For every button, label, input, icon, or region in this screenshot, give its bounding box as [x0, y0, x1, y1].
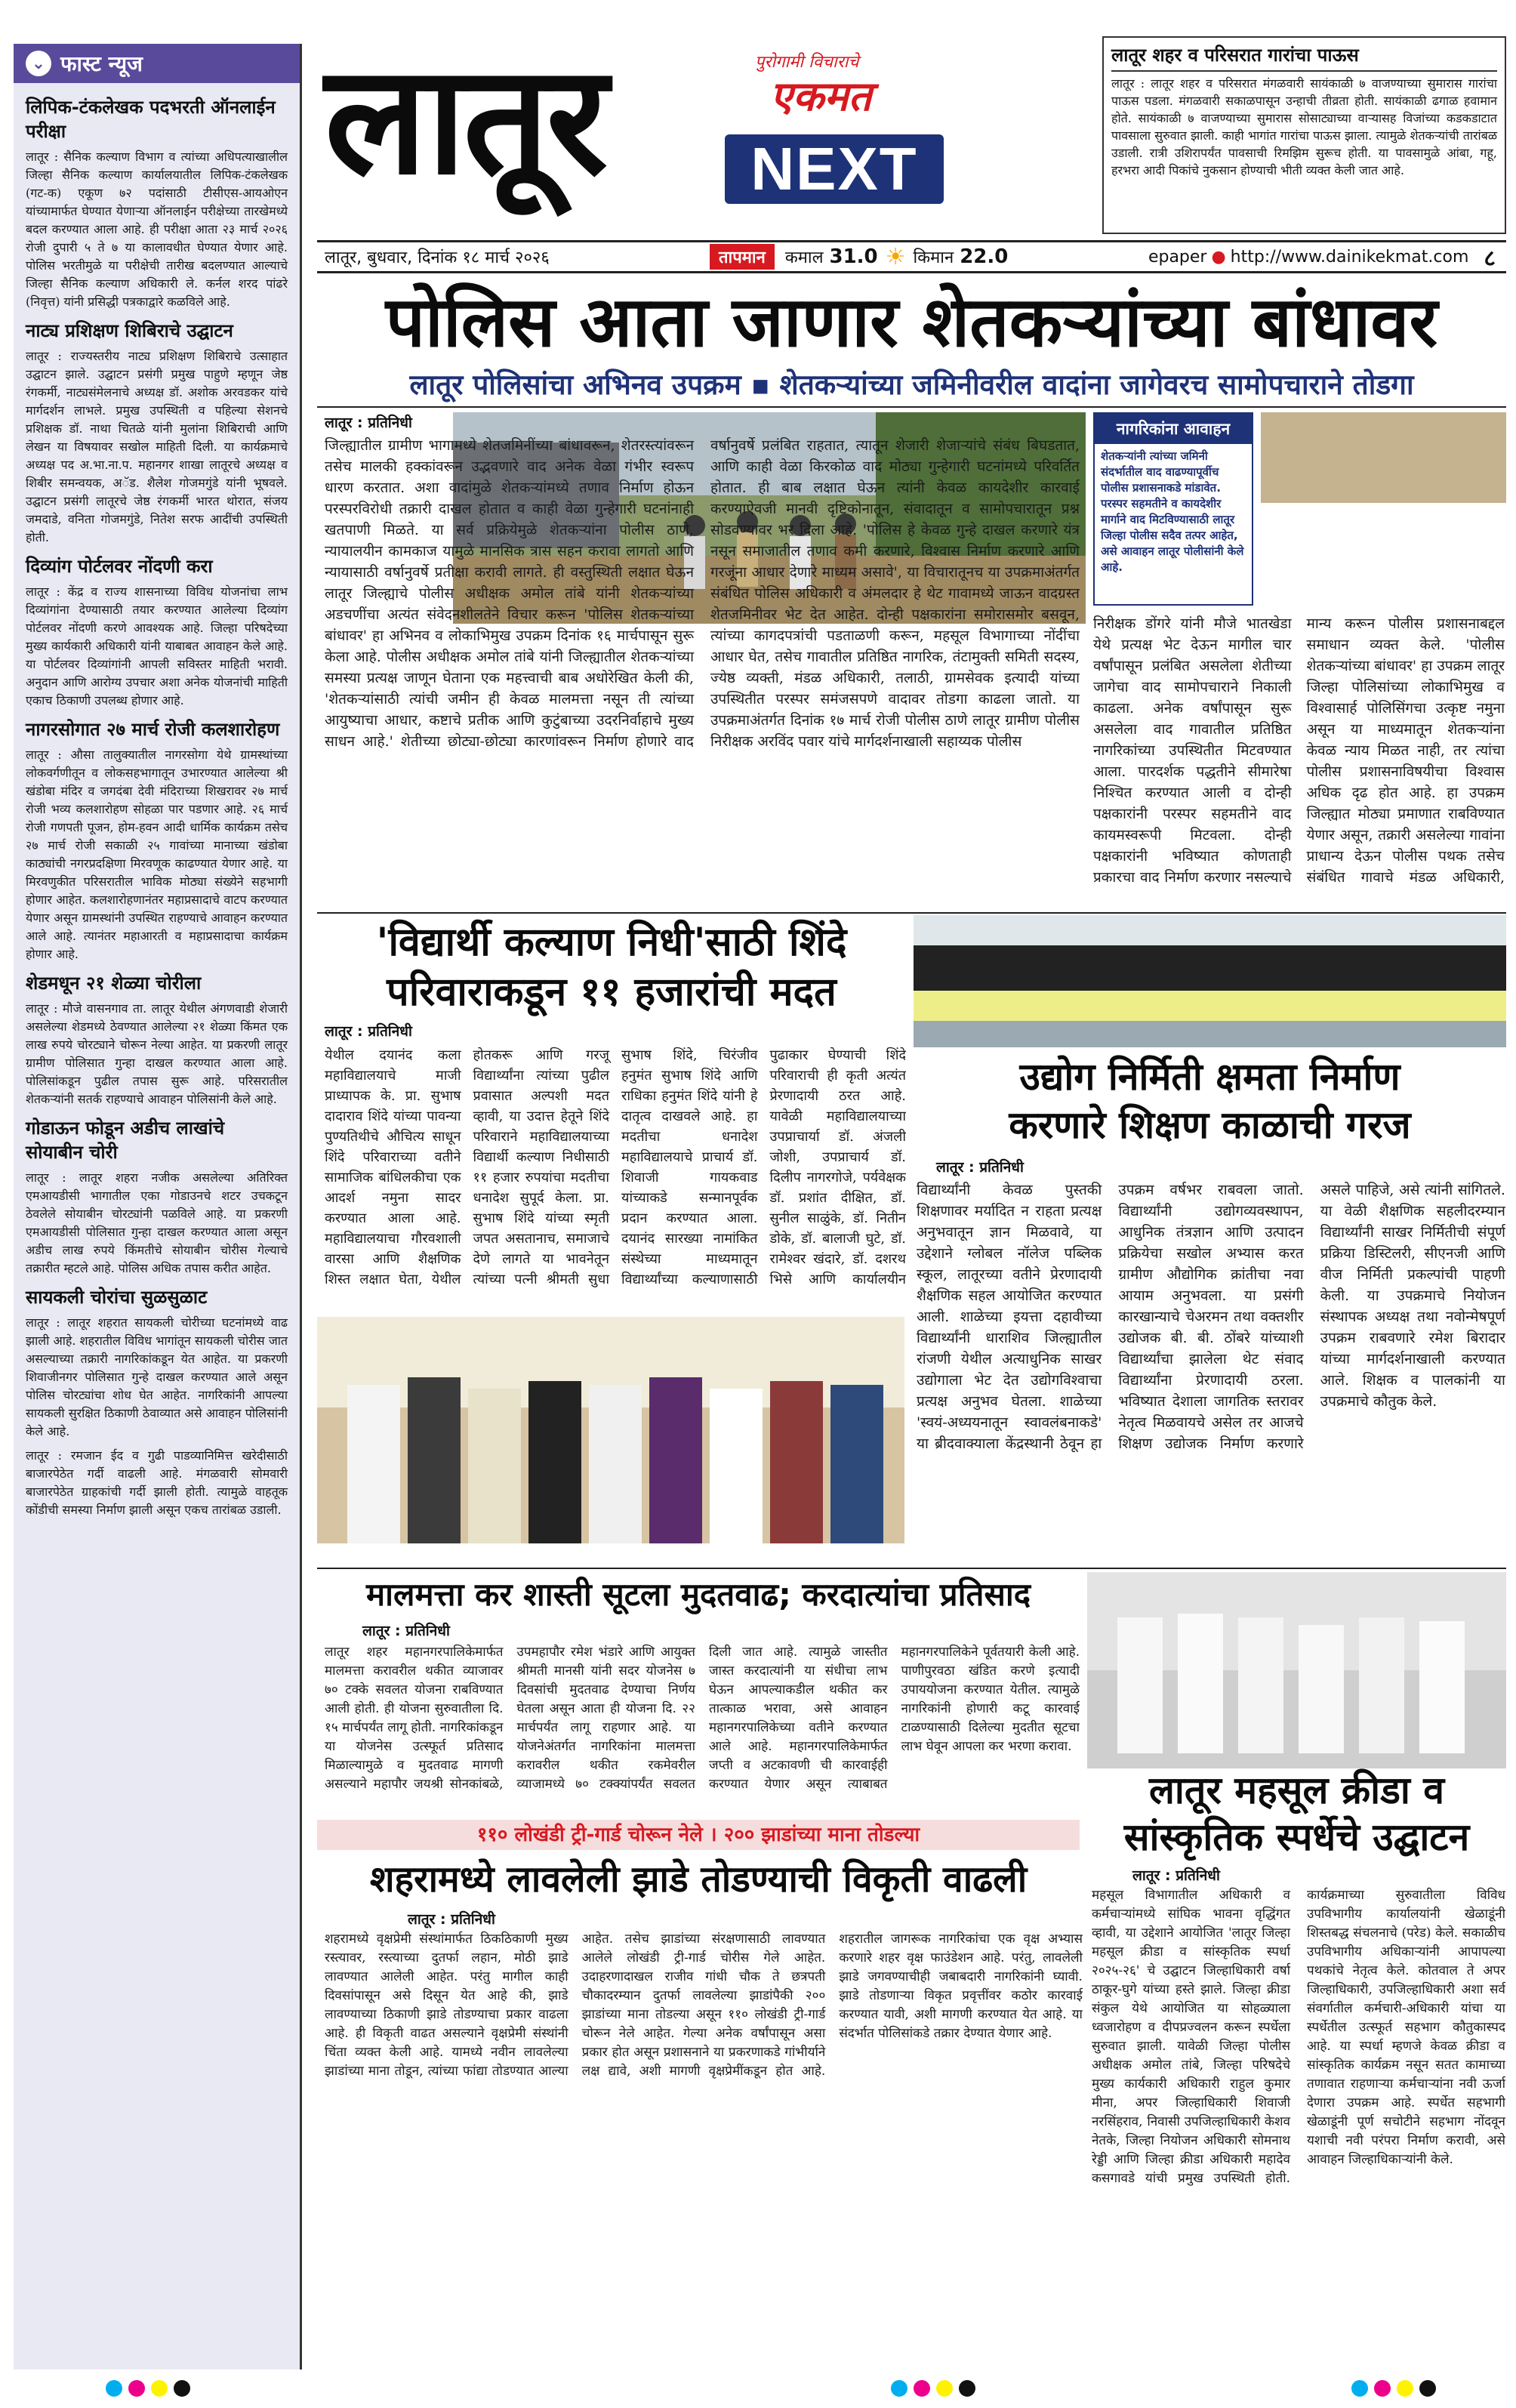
- sidebar-item-text: लातूर : औसा तालुक्यातील नागरसोगा येथे ग्रामस्थांच्या लोकवर्गणीतून व लोकसहभागातून उभारण्यात आलेल्या श्री खंडोबा मंदिर व जगदंबा देवी मंदिराच्या शिखरावर २७ मार्च रोजी भव्य कलशारोहण सोहळा पार पडणार आहे. २६ मार्च रोजी गणपती पूजन, होम-हवन आदी धार्मिक कार्यक्रम तसेच २७ मार्च रोजी सकाळी २५ गावांच्या मानाच्या खंडोबा काठ्यांची नगरप्रदक्षिणा मिरवणूक काढण्यात येणार आहे. या मिरवणुकीत परिसरातील भाविक मोठ्या संख्येने सहभागी होणार आहेत. कलशारोहणानंतर महाप्रसादाचे वाटप करण्यात येणार असून ग्रामस्थांनी उपस्थित राहण्याचे आवाहन करण्यात आले आहे. त्यानंतर महाआरती व महाप्रसादाचा कार्यक्रम होणार आहे.: [26, 748, 288, 961]
- reg-cyan: [106, 2380, 122, 2397]
- reg-black: [959, 2380, 975, 2397]
- masthead: [317, 32, 1087, 234]
- industry-headline-2: करणारे शिक्षण काळाची गरज: [1009, 1103, 1411, 1147]
- masthead-title: लातूर: [325, 32, 605, 208]
- sports-headline-2: सांस्कृतिक स्पर्धेचे उद्घाटन: [1123, 1815, 1470, 1859]
- sidebar-item-text: लातूर : लातूर शहरात सायकली चोरीच्या घटनांमध्ये वाढ झाली आहे. शहरातील विविध भागांतून सायकली चोरीस जात असल्याच्या तक्रारी नागरिकांकडून येत आहेत. या प्रकरणी शिवाजीनगर पोलिसात गुन्हे दाखल करण्यात आले असून पोलिस चोरट्यांचा शोध घेत आहेत. नागरिकांनी आपल्या सायकली सुरक्षित ठिकाणी ठेवाव्यात असे आवाहन पोलिसांनी केले आहे.: [26, 1315, 288, 1438]
- reg-black: [1419, 2380, 1436, 2397]
- scholarship-photo-art: [317, 1317, 904, 1543]
- globe-icon: ●: [1211, 247, 1226, 267]
- epaper-label: epaper: [1148, 247, 1207, 267]
- lead-photo-2: [1261, 412, 1506, 503]
- reg-cyan: [1351, 2380, 1368, 2397]
- appeal-text: शेतकऱ्यांनी त्यांच्या जमिनी संदर्भातील वाद वाढण्यापूर्वीच पोलीस प्रशासनाकडे मांडावेत. परस्पर सहमतीने व कायदेशीर मार्गाने वाद मिटविण्यासाठी लातूर जिल्हा पोलीस सदैव तत्पर आहेत, असे आवाहन लातूर पोलीसांनी केले आहे.: [1101, 449, 1244, 574]
- trees-body: शहरामध्ये वृक्षप्रेमी संस्थांमार्फत ठिकठिकाणी मुख्य रस्त्यावर, रस्त्याच्या दुतर्फा लहान, मोठी झाडे लावण्यात आलेली आहेत. परंतु मागील काही दिवसांपासून असे दिसून येत आहे की, झाडे लावण्याच्या ठिकाणी झाडे तोडण्याचा प्रकार वाढला आहे. ही विकृती वाढत असल्याने वृक्षप्रेमी संस्थांनी चिंता व्यक्त केली आहे. यामध्ये नवीन लावलेल्या झाडांच्या माना तोडून, त्यांच्या फांद्या तोडण्यात आल्या आहेत. तसेच झाडांच्या संरक्षणासाठी लावण्यात आलेले लोखंडी ट्री-गार्ड चोरीस गेले आहेत. उदाहरणादाखल राजीव गांधी चौक ते छत्रपती चौकादरम्यान दुतर्फा लावलेल्या झाडांपैकी २०० झाडांच्या माना तोडल्या असून ११० लोखंडी ट्री-गार्ड चोरून नेले आहेत. गेल्या अनेक वर्षांपासून असा प्रकार होत असून प्रशासनाने या प्रकरणाकडे गांभीर्याने लक्ष द्यावे, अशी मागणी वृक्षप्रेमींकडून होत आहे. शहरातील जागरूक नागरिकांचा एक वृक्ष अभ्यास करणारे शहर वृक्ष फाउंडेशन आहे. परंतु, लावलेली झाडे जगवण्याचीही जबाबदारी नागरिकांनी घ्यावी. झाडे तोडणाऱ्या विकृत प्रवृत्तींवर कठोर कारवाई करण्यात यावी, अशी मागणी करण्यात येत आहे. या संदर्भात पोलिसांकडे तक्रार देण्यात येणार आहे.: [325, 1932, 1083, 2079]
- reg-magenta: [128, 2380, 145, 2397]
- rain-headline: लातूर शहर व परिसरात गारांचा पाऊस: [1111, 42, 1497, 72]
- appeal-head: नागरिकांना आवाहन: [1095, 414, 1252, 444]
- sun-icon: ☀: [885, 243, 906, 270]
- sidebar-item-head: सायकली चोरांचा सुळसुळाट: [26, 1287, 208, 1308]
- industry-body: विद्यार्थ्यांनी केवळ पुस्तकी शिक्षणावर मर्यादित न राहता प्रत्यक्ष अनुभवातून ज्ञान मिळवावे, या उद्देशाने ग्लोबल नॉलेज पब्लिक स्कूल, लातूरच्या वतीने प्रेरणादायी शैक्षणिक सहल आयोजित करण्यात आली. शाळेच्या इयत्ता दहावीच्या विद्यार्थ्यांनी धाराशिव जिल्ह्यातील रांजणी येथील अत्याधुनिक साखर उद्योगाला भेट देत उद्योगविश्वाचा प्रत्यक्ष अनुभव घेतला. शाळेच्या 'स्वयं-अध्ययनातून स्वावलंबनाकडे' या ब्रीदवाक्याला केंद्रस्थानी ठेवून हा उपक्रम वर्षभर राबवला जातो. विद्यार्थ्यांनी उद्योगव्यवस्थापन, आधुनिक तंत्रज्ञान आणि उत्पादन प्रक्रियेचा सखोल अभ्यास करत ग्रामीण औद्योगिक क्रांतीचा नवा आयाम अनुभवला. या प्रसंगी कारखान्याचे चेअरमन तथा वक्तशीर उद्योजक बी. बी. ठोंबरे यांच्याशी विद्यार्थ्यांचा झालेला थेट संवाद विद्यार्थ्यांना प्रेरणादायी ठरला. भविष्यात देशाला जागतिक स्तरावर नेतृत्व मिळवायचे असेल तर आजचे शिक्षण उद्योजक निर्माण करणारे असले पाहिजे, असे त्यांनी सांगितले. या वेळी शैक्षणिक सहलीदरम्यान विद्यार्थ्यांनी साखर निर्मितीची संपूर्ण प्रक्रिया डिस्टिलरी, सीएनजी आणि वीज निर्मिती प्रकल्पांची पाहणी केली. या उपक्रमाचे नियोजन संस्थापक अध्यक्ष तथा नवोन्मेषपूर्ण उपक्रम राबवणारे रमेश बिरादार यांच्या मार्गदर्शनाखाली करण्यात आले. शिक्षक व पालकांनी या उपक्रमाचे कौतुक केले.: [917, 1182, 1505, 1452]
- brand-logo: एकमत: [770, 72, 872, 120]
- appeal-box: [1093, 412, 1253, 606]
- lead-headline: पोलिस आता जाणार शेतकऱ्यांच्या बांधावर: [385, 282, 1438, 362]
- chevron-down-icon: ⌄: [26, 51, 51, 76]
- date-bar: [317, 240, 1506, 273]
- next-label: NEXT: [750, 135, 918, 202]
- tax-byline: लातूर : प्रतिनिधी: [362, 1623, 450, 1639]
- lead-rule: [317, 406, 1506, 408]
- website-link[interactable]: http://www.dainikekmat.com: [1230, 247, 1469, 267]
- min-label: किमान: [913, 248, 954, 267]
- min-temp: 22.0: [960, 245, 1009, 268]
- sidebar-item-text: लातूर : राज्यस्तरीय नाट्य प्रशिक्षण शिबिराचे उत्साहात उद्घाटन झाले. उद्घाटन प्रसंगी प्रमुख पाहुणे म्हणून जेष्ठ रंगकर्मी, नाट्यसंमेलनाचे अध्यक्ष डॉ. अशोक अरवडकर यांचे मार्गदर्शन लाभले. प्रमुख उपस्थिती व पहिल्या सेशनचे प्रशिक्षक डॉ. नाथा चितळे यांनी मुलांना शिबिराची आणि लेखन या विषयावर सखोल माहिती दिली. या कार्यक्रमाचे अध्यक्ष पद अ.भा.ना.प. महानगर शाखा लातूरचे अध्यक्ष व शिबीर समन्वयक, अॅड. शैलेश गोजमगुंडे यांनी भूषवले. उद्घाटन प्रसंगी लातूरचे जेष्ठ रंगकर्मी भारत थोरात, संजय जमदाडे, वनिता गोजमगुंडे, नितेश सरफ आदींची उपस्थिती होती.: [26, 349, 288, 544]
- sports-body: महसूल विभागातील अधिकारी व कर्मचाऱ्यांमध्ये सांघिक भावना वृद्धिंगत व्हावी, या उद्देशाने आयोजित 'लातूर जिल्हा महसूल क्रीडा व सांस्कृतिक स्पर्धा २०२५-२६' चे उद्घाटन जिल्हाधिकारी वर्षा ठाकूर-घुगे यांच्या हस्ते झाले. जिल्हा क्रीडा संकुल येथे आयोजित या सोहळ्याला ध्वजारोहण व दीपप्रज्वलन करून स्पर्धेला सुरुवात झाली. यावेळी जिल्हा पोलीस अधीक्षक अमोल तांबे, जिल्हा परिषदेचे मुख्य कार्यकारी अधिकारी राहुल कुमार मीना, अपर जिल्हाधिकारी शिवाजी नरसिंहराव, निवासी उपजिल्हाधिकारी केशव नेतके, जिल्हा नियोजन अधिकारी सोमनाथ रेड्डी आणि जिल्हा क्रीडा अधिकारी महादेव कसगावडे यांची प्रमुख उपस्थिती होती. कार्यक्रमाच्या सुरुवातीला विविध उपविभागीय कार्यालयांनी खेळाडूंनी शिस्तबद्ध संचलनाचे (परेड) केले. सकाळीच उपविभागीय अधिकाऱ्यांनी आपापल्या पथकांचे नेतृत्व केले. कोतवाल ते अपर जिल्हाधिकारी, उपजिल्हाधिकारी अशा सर्व संवर्गातील कर्मचारी-अधिकारी यांचा या स्पर्धेतील उत्स्फूर्त सहभाग कौतुकास्पद आहे. या स्पर्धा म्हणजे केवळ क्रीडा व सांस्कृतिक कार्यक्रम नसून सतत कामाच्या तणावात राहणाऱ्या कर्मचाऱ्यांना नवी ऊर्जा देणारा उपक्रम आहे. स्पर्धेत सहभागी खेळाडूंनी पूर्ण सचोटीने सहभाग नोंदवून यशाची नवी परंपरा निर्माण करावी, असे आवाहन जिल्हाधिकाऱ्यांनी केले.: [1092, 1888, 1505, 2186]
- reg-magenta: [914, 2380, 930, 2397]
- industry-headline-1: उद्योग निर्मिती क्षमता निर्माण: [1019, 1055, 1400, 1099]
- max-temp: 31.0: [829, 245, 878, 268]
- sidebar-list: [14, 83, 300, 1525]
- sidebar-item-text: लातूर : केंद्र व राज्य शासनाच्या विविध योजनांचा लाभ दिव्यांगांना देण्यासाठी तयार करण्यात आलेल्या दिव्यांग पोर्टलवर नोंदणी करणे आवश्यक आहे. जिल्हा परिषदेच्या मुख्य कार्यकारी अधिकारी यांनी याबाबत आवाहन केले आहे. या पोर्टलवर दिव्यांगांनी आपली सविस्तर माहिती भरावी. अनुदान आणि आरोग्य उपचार अशा अनेक योजनांची माहिती एकाच ठिकाणी उपलब्ध होणार आहे.: [26, 584, 288, 708]
- sidebar-item-head: दिव्यांग पोर्टलवर नोंदणी करा: [26, 556, 213, 577]
- reg-magenta: [1374, 2380, 1391, 2397]
- registration-marks-right: [1351, 2380, 1436, 2397]
- tagline: पुरोगामी विचाराचे: [755, 53, 859, 72]
- reg-yellow: [151, 2380, 168, 2397]
- lead-photo-2-art: [1261, 412, 1506, 503]
- sidebar-item-head: नाट्य प्रशिक्षण शिबिराचे उद्घाटन: [26, 320, 233, 341]
- tax-body: लातूर शहर महानगरपालिकेमार्फत मालमत्ता करावरील थकीत व्याजावर ७० टक्के सवलत योजना राबविण्यात आली होती. ही योजना सुरुवातीला दि. १५ मार्चपर्यंत लागू होती. नागरिकांकडून या योजनेस उत्स्फूर्त प्रतिसाद मिळाल्यामुळे व मुदतवाढ मागणी असल्याने महापौर जयश्री सोनकांबळे, उपमहापौर रमेश भंडारे आणि आयुक्त श्रीमती मानसी यांनी सदर योजनेस ७ दिवसांची मुदतवाढ देण्याचा निर्णय घेतला असून आता ही योजना दि. २२ मार्चपर्यंत लागू राहणार आहे. या योजनेअंतर्गत नागरिकांना मालमत्ता करावरील थकीत रकमेवरील व्याजामध्ये ७० टक्क्यांपर्यंत सवलत दिली जात आहे. त्यामुळे जास्तीत जास्त करदात्यांनी या संधीचा लाभ घेऊन आपल्याकडील थकीत कर तात्काळ भरावा, असे आवाहन महानगरपालिकेच्या वतीने करण्यात आले आहे. महानगरपालिकेमार्फत जप्ती व अटकावणी ची कारवाईही करण्यात येणार असून त्याबाबत महानगरपालिकेने पूर्वतयारी केली आहे. पाणीपुरवठा खंडित करणे इत्यादी उपाययोजना करण्यात येतील. त्यामुळे नागरिकांनी होणारी कटू कारवाई टाळण्यासाठी दिलेल्या मुदतीत सूटचा लाभ घेवून आपला कर भरणा करावा.: [325, 1645, 1080, 1792]
- industry-photo: [914, 915, 1506, 1047]
- scholarship-photo: [317, 1317, 904, 1543]
- reg-yellow: [936, 2380, 953, 2397]
- sports-photo: [1087, 1572, 1506, 1768]
- tax-headline: मालमत्ता कर शास्ती सूटला मुदतवाढ; करदात्यांचा प्रतिसाद: [365, 1576, 1031, 1613]
- scholarship-headline-2: परिवाराकडून ११ हजारांची मदत: [387, 970, 837, 1015]
- sidebar-item-head: शेडमधून २१ शेळ्या चोरीला: [26, 973, 202, 994]
- reg-black: [174, 2380, 190, 2397]
- sidebar-item-text: लातूर : रमजान ईद व गुढी पाडव्यानिमित्त खरेदीसाठी बाजारपेठेत गर्दी वाढली आहे. मंगळवारी सोमवारी बाजारपेठेत ग्राहकांची गर्दी झाली होती. त्यामुळे वाहतूक कोंडीची समस्या निर्माण झाली असून एकच तारांबळ उडाली.: [26, 1448, 288, 1517]
- reg-cyan: [891, 2380, 907, 2397]
- max-label: कमाल: [784, 248, 824, 267]
- registration-marks-center: [891, 2380, 975, 2397]
- lead-byline: लातूर : प्रतिनिधी: [325, 415, 412, 431]
- rain-text: लातूर : लातूर शहर व परिसरात मंगळवारी सायंकाळी ७ वाजण्याच्या सुमारास गारांचा पाऊस पडला. मंगळवारी सकाळपासून उन्हाची तीव्रता होती. सायंकाळी ढगाळ हवामान होते. सायंकाळी ७ वाजण्याच्या सुमारास सोसाट्याच्या वाऱ्यासह विजांच्या कडकडाटात पावसाला सुरुवात झाली. काही भागांत गारांचा पाऊस झाला. त्यामुळे शेतकऱ्यांची तारांबळ उडाली. रात्री उशिरापर्यंत पावसाची रिमझिम सुरूच होती. या पावसामुळे आंबा, गहू, हरभरा आदी पिकांचे नुकसान होण्याची भीती व्यक्त केली जात आहे.: [1111, 76, 1497, 177]
- lead-right-col: निरीक्षक डोंगरे यांनी मौजे भातखेडा येथे प्रत्यक्ष भेट देऊन मागील चार वर्षांपासून प्रलंबित असलेला शेतीच्या जागेचा वाद सामोपचाराने निकाली काढला. अनेक वर्षांपासून सुरू असलेला वाद गावातील प्रतिष्ठित नागरिकांच्या उपस्थितीत मिटवण्यात आला. पारदर्शक पद्धतीने सीमारेषा निश्चित करण्यात आली व दोन्ही पक्षकारांनी परस्पर सहमतीने वाद कायमस्वरूपी मिटवला. दोन्ही पक्षकारांनी भविष्यात कोणताही प्रकारचा वाद निर्माण करणार नसल्याचे मान्य करून पोलीस प्रशासनाबद्दल समाधान व्यक्त केले. 'पोलीस शेतकऱ्यांच्या बांधावर' हा उपक्रम लातूर जिल्हा पोलिसांच्या लोकाभिमुख व विश्वासार्ह पोलिसिंगचा उत्कृष्ट नमुना असून या माध्यमातून शेतकऱ्यांना केवळ न्याय मिळत नाही, तर त्यांचा पोलीस प्रशासनाविषयीचा विश्वास अधिक दृढ होत आहे. हा उपक्रम जिल्ह्यात मोठ्या प्रमाणात राबविण्यात येणार असून, तक्रारी असलेल्या गावांना प्राधान्य देऊन पोलीस पथक तसेच संबंधित गावाचे मंडळ अधिकारी,: [1093, 615, 1505, 886]
- page-number: ८: [1484, 245, 1496, 272]
- sidebar-item-head: नागरसोगात २७ मार्च रोजी कलशारोहण: [26, 719, 280, 740]
- date-line: लातूर, बुधवार, दिनांक १८ मार्च २०२६: [325, 248, 550, 267]
- sidebar: [14, 44, 302, 2369]
- rain-box: [1102, 36, 1506, 234]
- sports-byline: लातूर : प्रतिनिधी: [1132, 1867, 1220, 1884]
- sidebar-item-head: लिपिक-टंकलेखक पदभरती ऑनलाईन परीक्षा: [26, 97, 276, 142]
- next-logo: [725, 134, 944, 204]
- trees-strap: ११० लोखंडी ट्री-गार्ड चोरून नेले । २०० झाडांच्या माना तोडल्या: [317, 1820, 1080, 1850]
- section-rule-1: [317, 912, 1506, 914]
- sports-headline-1: लातूर महसूल क्रीडा व: [1148, 1768, 1445, 1812]
- sidebar-title-bar: [14, 44, 300, 83]
- scholarship-headline-1: 'विद्यार्थी कल्याण निधी'साठी शिंदे: [376, 920, 847, 965]
- registration-marks-left: [106, 2380, 190, 2397]
- scholarship-byline: लातूर : प्रतिनिधी: [325, 1023, 412, 1040]
- scholarship-body: येथील दयानंद कला महाविद्यालयाचे माजी प्राध्यापक के. प्रा. सुभाष दादाराव शिंदे यांच्या पावन्या पुण्यतिथीचे औचित्य साधून शिंदे परिवाराच्या वतीने सामाजिक बांधिलकीचा एक आदर्श नमुना सादर करण्यात आला आहे. महाविद्यालयाचा गौरवशाली वारसा आणि शैक्षणिक शिस्त लक्षात घेता, येथील होतकरू आणि गरजू विद्यार्थ्यांना त्यांच्या पुढील प्रवासात अल्पशी मदत व्हावी, या उदात्त हेतूने शिंदे परिवाराने महाविद्यालयाच्या विद्यार्थी कल्याण निधीसाठी ११ हजार रुपयांचा मदतीचा धनादेश सुपूर्द केला. प्रा. सुभाष शिंदे यांच्या स्मृती जपत असतानाच, समाजाचे देणे लागते या भावनेतून त्यांच्या पत्नी श्रीमती सुधा सुभाष शिंदे, चिरंजीव हनुमंत सुभाष शिंदे आणि राधिका हनुमंत शिंदे यांनी हे दातृत्व दाखवले आहे. हा मदतीचा धनादेश महाविद्यालयाचे प्राचार्य डॉ. शिवाजी गायकवाड यांच्याकडे सन्मानपूर्वक प्रदान करण्यात आला. दयानंद सारख्या नामांकित संस्थेच्या माध्यमातून विद्यार्थ्यांच्या कल्याणासाठी पुढाकार घेण्याची शिंदे परिवाराची ही कृती अत्यंत प्रेरणादायी ठरत आहे. यावेळी महाविद्यालयाच्या उपप्राचार्या डॉ. अंजली जोशी, उपप्राचार्य डॉ. दिलीप नागरगोजे, पर्यवेक्षक डॉ. प्रशांत दीक्षित, डॉ. सुनील साळुंके, डॉ. नितीन डोके, डॉ. बालाजी घुटे, डॉ. रामेश्वर खंदारे, डॉ. दशरथ भिसे आणि कार्यालयीन: [325, 1047, 906, 1287]
- trees-headline: शहरामध्ये लावलेली झाडे तोडण्याची विकृती वाढली: [369, 1858, 1028, 1901]
- industry-photo-art: [914, 915, 1506, 1047]
- trees-byline: लातूर : प्रतिनिधी: [408, 1911, 495, 1928]
- section-rule-2: [317, 1568, 1506, 1569]
- lead-subhead: लातूर पोलिसांचा अभिनव उपक्रम ▪ शेतकऱ्यांच्या जमिनीवरील वादांना जागेवरच सामोपचाराने तोडगा: [409, 368, 1414, 401]
- sidebar-item-head: गोडाऊन फोडून अडीच लाखांचे सोयाबीन चोरी: [26, 1118, 225, 1163]
- reg-yellow: [1397, 2380, 1413, 2397]
- sidebar-title: फास्ट न्यूज: [60, 51, 143, 76]
- sidebar-item-text: लातूर : लातूर शहरा नजीक असलेल्या अतिरिक्त एमआयडीसी भागातील एका गोडाउनचे शटर उचकटून ठेवलेले सोयाबीन चोरट्यांनी पळविले आहे. या प्रकरणी एमआयडीसी पोलिसात गुन्हा दाखल करण्यात आला असून अडीच लाख रुपये किंमतीचे सोयाबीन चोरीस गेल्याचे तक्रारीत म्हटले आहे. पोलिस अधिक तपास करीत आहेत.: [26, 1170, 288, 1275]
- lead-body: जिल्ह्यातील ग्रामीण भागामध्ये शेतजमिनींच्या बांधावरून, शेतरस्त्यांवरून तसेच मालकी हक्कांवरून उद्भवणारे वाद अनेक वेळा गंभीर स्वरूप धारण करतात. अशा वादांमुळे शेतकऱ्यांमध्ये तणाव निर्माण होऊन परस्परविरोधी तक्रारी दाखल होतात व काही वेळा गुन्हेगारी घटनांनाही खतपाणी मिळते. या सर्व प्रक्रियेमुळे शेतकऱ्यांना पोलीस ठाणे, न्यायालयीन कामकाज यामुळे मानसिक त्रास सहन करावा लागतो आणि न्यायासाठी वर्षानुवर्षे प्रतीक्षा करावी लागते. ही वस्तुस्थिती लक्षात घेऊन लातूर जिल्ह्याचे पोलीस अधीक्षक अमोल तांबे यांनी शेतकऱ्यांच्या अडचणींचा अत्यंत संवेदनशीलतेने विचार करून 'पोलिस शेतकऱ्यांच्या बांधावर' हा अभिनव व लोकाभिमुख उपक्रम दिनांक १६ मार्चपासून सुरू केला आहे. पोलीस अधीक्षक अमोल तांबे यांनी जिल्ह्यातील शेतकऱ्यांच्या समस्या प्रत्यक्ष जाणून घेताना एक महत्त्वाची बाब अधोरेखित केली की, 'शेतकऱ्यांसाठी त्यांची जमीन ही केवळ मालमत्ता नसून ती त्यांच्या आयुष्याचा आधार, कष्टाचे प्रतीक आणि कुटुंबाच्या उदरनिर्वाहाचे मुख्य साधन आहे.' शेतीच्या छोट्या-छोट्या कारणांवरून निर्माण होणारे वाद वर्षानुवर्षे प्रलंबित राहतात, त्यातून शेजारी शेजाऱ्यांचे संबंध बिघडतात, आणि काही वेळा किरकोळ वाद मोठ्या गुन्हेगारी घटनांमध्ये परिवर्तित होतात. ही बाब लक्षात घेऊन त्यांनी केवळ कायदेशीर कारवाई करण्याऐवजी मानवी दृष्टिकोनातून, संवादातून व सामोपचारातून प्रश्न सोडवण्यावर भर दिला आहे. 'पोलिस हे केवळ गुन्हे दाखल करणारे यंत्र नसून समाजातील तणाव कमी करणारे, विश्वास निर्माण करणारे आणि गरजूंना आधार देणारे माध्यम असावे', या विचारातूनच या उपक्रमाअंतर्गत संबंधित पोलिस अधिकारी व अंमलदार हे थेट गावामध्ये जाऊन वादग्रस्त शेतजमिनीवर भेट देत आहेत. दोन्ही पक्षकारांना समोरासमोर बसवून, त्यांच्या कागदपत्रांची पडताळणी करून, महसूल विभागाच्या नोंदींचा आधार घेत, तसेच गावातील प्रतिष्ठित नागरिक, तंटामुक्ती समिती सदस्य, ज्येष्ठ व्यक्ती, मंडळ अधिकारी, तलाठी, ग्रामसेवक इत्यादी यांच्या उपस्थितीत परस्पर समंजसपणे वादावर तोडगा काढला जातो. या उपक्रमाअंतर्गत दिनांक १७ मार्च रोजी पोलीस ठाणे लातूर ग्रामीण पोलीस निरीक्षक अरविंद पवार यांचे मार्गदर्शनाखाली सहाय्यक पोलीस: [325, 437, 1080, 750]
- sports-photo-art: [1087, 1572, 1506, 1768]
- sidebar-item-text: लातूर : सैनिक कल्याण विभाग व त्यांच्या अधिपत्याखालील जिल्हा सैनिक कल्याण कार्यालयातील लिपिक-टंकलेखक (गट-क) एकूण ७२ पदांसाठी टीसीएस-आयओएन यांच्यामार्फत घेण्यात येणाऱ्या ऑनलाईन परीक्षेच्या तारखेमध्ये बदल करण्यात आला आहे. ही परीक्षा आता २३ मार्च २०२६ रोजी दुपारी ५ ते ७ या कालावधीत घेण्यात येणार आहे. पोलिस भरतीमुळे या परीक्षेची तारीख बदलण्यात आल्याचे जिल्हा सैनिक कल्याण अधिकारी ले. कर्नल शरद पांढरे (निवृत्त) यांनी प्रसिद्धी पत्रकाद्वारे कळविले आहे.: [26, 150, 288, 309]
- industry-byline: लातूर : प्रतिनिधी: [936, 1159, 1024, 1176]
- sidebar-item-text: लातूर : मौजे वासनगाव ता. लातूर येथील अंगणवाडी शेजारी असलेल्या शेडमध्ये ठेवण्यात आलेल्या २१ शेळ्या किंमत एक लाख रुपये चोरट्याने चोरून नेल्या आहेत. या प्रकरणी लातूर ग्रामीण पोलिसात गुन्हा दाखल करण्यात आला आहे. पोलिसांकडून पुढील तपास सुरू आहे. परिसरातील शेतकऱ्यांनी सतर्क राहण्याचे आवाहन पोलिसांनी केले आहे.: [26, 1001, 288, 1106]
- temp-label: तापमान: [710, 244, 775, 270]
